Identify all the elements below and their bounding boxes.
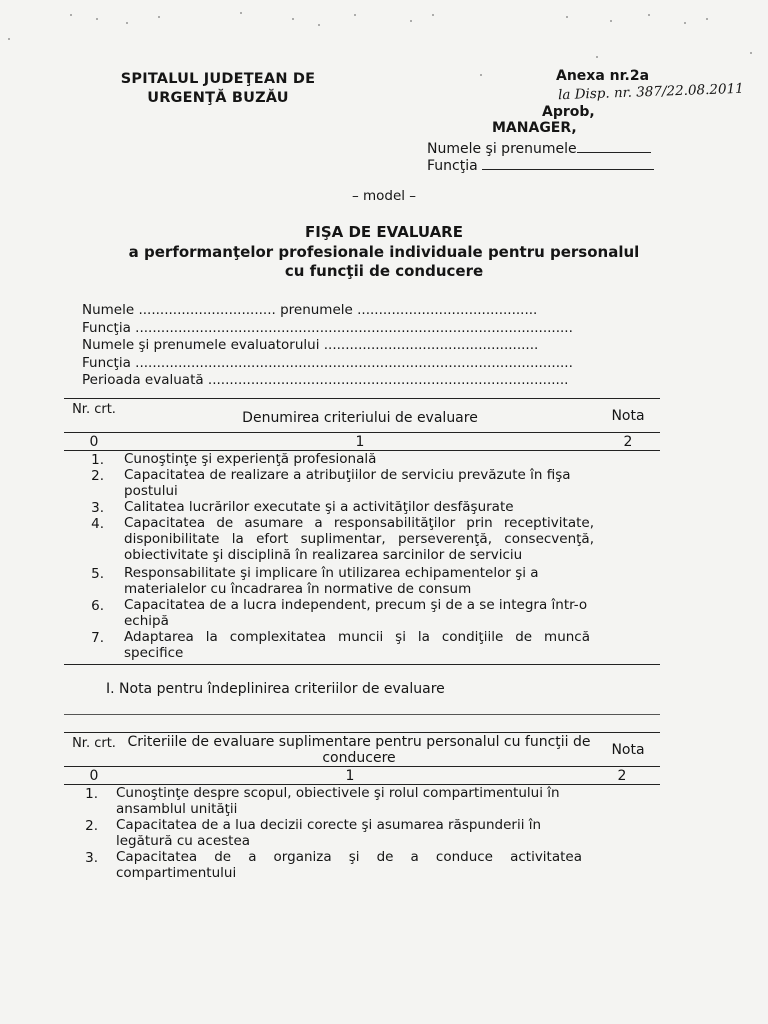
ident-evaluator-line: Numele şi prenumele evaluatorului .................................................. (82, 337, 539, 354)
table1-header-nr: Nr. crt. (72, 402, 116, 417)
table2-row3-nr: 3. (85, 850, 98, 866)
table1-header-grade: Nota (611, 408, 645, 424)
document-subtitle-line1: a performanţelor profesionale individuale pentru personalul (128, 243, 640, 261)
table2-index-0: 0 (89, 768, 99, 784)
table2-top-rule (64, 732, 660, 733)
table2-row1-text: Cunoştinţe despre scopul, obiectivele şi rolul compartimentului în ansamblul unităţii (116, 785, 560, 817)
table2-row3-text: Capacitatea de a organiza şi de a conduce activitatea compartimentului (116, 849, 582, 881)
ident-name-line: Numele ................................ prenumele .......................................... (82, 302, 538, 318)
table2-header-grade: Nota (611, 742, 645, 758)
table1-row4-text: Capacitatea de asumare a responsabilităţilor prin receptivitate, disponibilitate la efort suplimentar, perseverenţă, consecvenţă, obiectivitate şi disciplină în realizarea sarcinilor de serviciu (124, 515, 594, 563)
model-label: – model – (351, 188, 417, 204)
table1-top-rule (64, 398, 660, 399)
manager-function-blank (482, 157, 654, 170)
table2-row1-nr: 1. (85, 786, 98, 802)
table1-index-1: 1 (355, 434, 365, 450)
ident-evaluator-function-line: Funcţia ...................................................................................................... (82, 354, 573, 371)
table1-row1-nr: 1. (91, 452, 104, 468)
table1-row3-text: Calitatea lucrărilor executate şi a activităţilor desfăşurate (124, 499, 514, 515)
section-separator-rule (64, 714, 660, 715)
table1-row6-nr: 6. (91, 598, 104, 614)
table1-index-2: 2 (623, 434, 633, 450)
manager-name-field (427, 140, 651, 157)
section-note: I. Nota pentru îndeplinirea criteriilor de evaluare (106, 681, 445, 697)
table2-index-1: 1 (345, 768, 355, 784)
manager-function-field (427, 157, 654, 174)
table2-index-2: 2 (617, 768, 627, 784)
hospital-name-line2: URGENŢĂ BUZĂU (147, 90, 289, 106)
document-title: FIŞA DE EVALUARE (305, 223, 463, 241)
approve-label: Aprob, (542, 104, 595, 120)
table1-row7-nr: 7. (91, 630, 104, 646)
ident-function-line: Funcţia ...................................................................................................... (82, 319, 573, 336)
manager-function-label: Funcţia (427, 158, 478, 174)
ident-period-line: Perioada evaluată .................................................................................... (82, 372, 569, 389)
table1-row5-nr: 5. (91, 566, 104, 582)
hospital-name (88, 70, 348, 108)
table2-header-rule (64, 766, 660, 767)
manager-name-label: Numele şi prenumele (427, 141, 577, 157)
table1-header-criteria: Denumirea criteriului de evaluare (242, 410, 478, 426)
table1-row3-nr: 3. (91, 500, 104, 516)
handwritten-note: la Disp. nr. 387/22.08.2011 (557, 80, 745, 104)
table2-row2-nr: 2. (85, 818, 98, 834)
table1-row2-nr: 2. (91, 468, 104, 484)
table2-row2-text: Capacitatea de a lua decizii corecte şi asumarea răspunderii în legătură cu acestea (116, 817, 542, 849)
table2-header-nr: Nr. crt. (72, 736, 116, 751)
table1-row6-text: Capacitatea de a lucra independent, precum şi de a se integra într-o echipă (124, 597, 588, 629)
table1-row2-text: Capacitatea de realizare a atribuţiilor de serviciu prevăzute în fişa postului (124, 467, 571, 499)
table1-index-0: 0 (89, 434, 99, 450)
identification-block (82, 302, 573, 390)
table1-row1-text: Cunoştinţe şi experienţă profesională (124, 451, 377, 467)
manager-label: MANAGER, (492, 120, 577, 136)
table1-row7-text: Adaptarea la complexitatea muncii şi la condiţiile de muncă specifice (124, 629, 590, 661)
table1-row4-nr: 4. (91, 516, 104, 532)
manager-name-blank (577, 140, 651, 153)
annex-label: Anexa nr.2a (556, 68, 650, 84)
table1-bottom-rule (64, 664, 660, 665)
table2-header-criteria: Criteriile de evaluare suplimentare pentru personalul cu funcţii de conducere (127, 734, 591, 766)
table1-header-rule (64, 432, 660, 433)
table1-row5-text: Responsabilitate şi implicare în utilizarea echipamentelor şi a materialelor cu încadrarea în normative de consum (124, 565, 539, 597)
document-subtitle-line2: cu funcţii de conducere (284, 262, 484, 280)
hospital-name-line1: SPITALUL JUDEŢEAN DE (120, 71, 316, 87)
